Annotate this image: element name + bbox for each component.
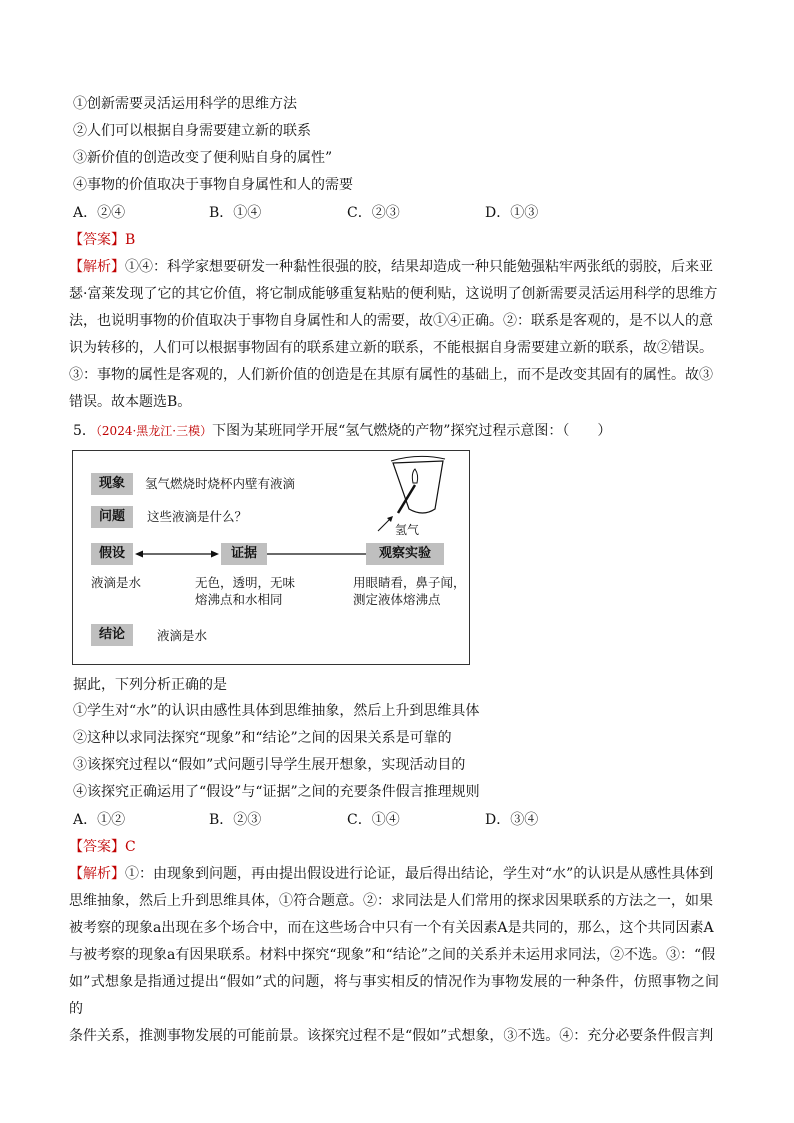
q4-analysis [69, 254, 719, 416]
answer-label: 【答案】 [69, 232, 125, 248]
observation-text-1: 用眼睛看，鼻子闻， [353, 575, 466, 590]
evidence-text-1: 无色，透明，无味 [195, 575, 296, 590]
question-tag: 问题 [91, 506, 133, 528]
conclusion-text: 液滴是水 [157, 628, 208, 643]
analysis-line: 瑟·富莱发现了它的其它价值，将它制成能够重复粘贴的便利贴，这说明了创新需要灵活运用科学的思维方 [69, 286, 718, 302]
answer-value: B [125, 232, 136, 248]
observation-text-2: 测定液体熔沸点 [353, 592, 441, 607]
q5-analysis [69, 861, 719, 1050]
beaker-icon [378, 456, 445, 531]
analysis-line: 识为转移的，人们可以根据事物固有的联系建立新的联系，不能根据自身需要建立新的联系，故②错误。 [69, 340, 713, 356]
analysis-line: ①：由现象到问题，再由提出假设进行论证，最后得出结论，学生对“水”的认识是从感性具体到 [125, 866, 714, 882]
observation-tag: 观察实验 [366, 543, 444, 565]
experiment-diagram [72, 450, 470, 665]
question-number: 5． [73, 423, 96, 439]
q5-item-4: ④该探究正确运用了“假设”与“证据”之间的充要条件假言推理规则 [73, 784, 480, 800]
analysis-line: 被考察的现象a出现在多个场合中，而在这些场合中只有一个有关因素A是共同的，那么，这个共同因素A [69, 920, 714, 936]
analysis-label: 【解析】 [69, 866, 125, 882]
answer-value: C [125, 839, 136, 855]
phenomenon-text: 氢气燃烧时烧杯内壁有液滴 [145, 476, 296, 491]
q4-option-b: B．①④ [209, 205, 262, 221]
analysis-line: ③：事物的属性是客观的，人们新价值的创造是在其原有属性的基础上，而不是改变其固有的属性。故③ [69, 367, 713, 383]
q4-option-a: A．②④ [73, 205, 126, 221]
q5-option-a: A．①② [73, 812, 126, 828]
answer-label: 【答案】 [69, 839, 125, 855]
analysis-label: 【解析】 [69, 259, 125, 275]
q4-item-4: ④事物的价值取决于事物自身属性和人的需要 [73, 177, 353, 193]
q4-item-3: ③新价值的创造改变了便利贴自身的属性” [73, 150, 333, 166]
analysis-line: 思维抽象，然后上升到思维具体，①符合题意。②：求同法是人们常用的探求因果联系的方法之一，如果 [69, 893, 713, 909]
q4-answer [69, 230, 135, 250]
hypothesis-tag: 假设 [91, 543, 133, 565]
analysis-line: 与被考察的现象a有因果联系。材料中探究“现象”和“结论”之间的关系并未运用求同法，②不选。③：“假 [69, 947, 716, 963]
q5-stem [73, 421, 611, 441]
q5-item-3: ③该探究过程以“假如”式问题引导学生展开想象，实现活动目的 [73, 757, 466, 773]
question-source: （2024·黑龙江·三模） [95, 424, 213, 438]
q5-option-d: D．③④ [485, 812, 539, 828]
analysis-line: 错误。故本题选B。 [69, 394, 192, 410]
analysis-line: ①④：科学家想要研发一种黏性很强的胶，结果却造成一种只能勉强粘牢两张纸的弱胶，后来亚 [125, 259, 713, 275]
conclusion-tag: 结论 [91, 624, 133, 646]
hypothesis-text: 液滴是水 [91, 575, 142, 590]
question-text: 下图为某班同学开展“氢气燃烧的产物”探究过程示意图：（ ） [212, 423, 612, 439]
phenomenon-tag: 现象 [91, 473, 133, 495]
hydrogen-label: 氢气 [395, 523, 420, 537]
q4-item-2: ②人们可以根据自身需要建立新的联系 [73, 123, 311, 139]
q4-option-d: D．①③ [485, 205, 539, 221]
analysis-line: 法，也说明事物的价值取决于事物自身属性和人的需要，故①④正确。②：联系是客观的，是不以人的意 [69, 313, 713, 329]
arrow-left-head [135, 551, 143, 558]
q5-option-b: B．②③ [209, 812, 262, 828]
analysis-line: 如”式想象是指通过提出“假如”式的问题，将与事实相反的情况作为事物发展的一种条件，仿照事物之间的 [69, 974, 719, 1017]
analysis-line: 条件关系，推测事物发展的可能前景。该探究过程不是“假如”式想象，③不选。④：充分必要条件假言判 [69, 1028, 714, 1044]
q5-option-c: C．①④ [347, 812, 400, 828]
evidence-tag: 证据 [221, 543, 267, 565]
q5-answer [69, 837, 136, 857]
q5-item-1: ①学生对“水”的认识由感性具体到思维抽象，然后上升到思维具体 [73, 703, 480, 719]
q5-lead: 据此，下列分析正确的是 [73, 677, 227, 693]
q4-item-1: ①创新需要灵活运用科学的思维方法 [73, 96, 297, 112]
q5-item-2: ②这种以求同法探究“现象”和“结论”之间的因果关系是可靠的 [73, 730, 452, 746]
question-text: 这些液滴是什么？ [147, 509, 248, 524]
q4-option-c: C．②③ [347, 205, 400, 221]
arrow-right-head [211, 551, 219, 558]
evidence-text-2: 熔沸点和水相同 [195, 592, 283, 607]
